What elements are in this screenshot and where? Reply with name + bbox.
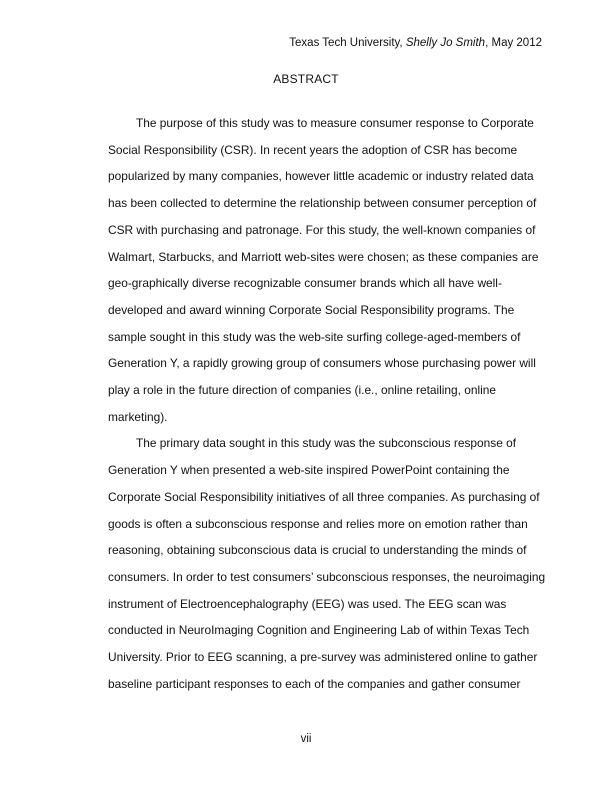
abstract-body <box>108 110 546 697</box>
text-line: consumers. In order to test consumers’ subconscious responses, the neuroimaging <box>108 569 546 584</box>
paragraph-2 <box>108 430 546 697</box>
text-line: Generation Y, a rapidly growing group of consumers whose purchasing power will <box>108 356 536 371</box>
text-line: developed and award winning Corporate Social Responsibility programs. The <box>108 302 515 317</box>
text-line: marketing). <box>108 409 168 424</box>
header-institution: Texas Tech University, <box>289 37 406 49</box>
text-line: University. Prior to EEG scanning, a pre-survey was administered online to gather <box>108 650 538 665</box>
page-number: vii <box>300 733 312 745</box>
text-line: goods is often a subconscious response and relies more on emotion rather than <box>108 516 528 531</box>
text-line: play a role in the future direction of companies (i.e., online retailing, online <box>108 383 496 398</box>
text-line: Generation Y when presented a web-site inspired PowerPoint containing the <box>108 463 510 478</box>
abstract-title: ABSTRACT <box>273 72 339 86</box>
running-header <box>289 36 542 50</box>
text-line: sample sought in this study was the web-site surfing college-aged-members of <box>108 329 521 344</box>
text-line: baseline participant responses to each of the companies and gather consumer <box>108 676 521 691</box>
text-line: has been collected to determine the relationship between consumer perception of <box>108 196 537 211</box>
text-line: instrument of Electroencephalography (EEG) was used. The EEG scan was <box>108 596 507 611</box>
text-line: reasoning, obtaining subconscious data is crucial to understanding the minds of <box>108 543 527 558</box>
text-line: Social Responsibility (CSR). In recent years the adoption of CSR has become <box>108 142 518 157</box>
header-author: Shelly Jo Smith <box>405 37 486 49</box>
text-line: popularized by many companies, however little academic or industry related data <box>108 169 534 184</box>
text-line: Corporate Social Responsibility initiatives of all three companies. As purchasing of <box>108 489 540 504</box>
text-line: CSR with purchasing and patronage. For this study, the well-known companies of <box>108 222 536 237</box>
text-line: The purpose of this study was to measure consumer response to Corporate <box>136 116 534 130</box>
text-line: geo-graphically diverse recognizable consumer brands which all have well- <box>108 276 502 291</box>
paragraph-1 <box>108 110 539 430</box>
header-date: , May 2012 <box>485 37 542 49</box>
text-line: The primary data sought in this study was the subconscious response of <box>136 436 517 451</box>
text-line: Walmart, Starbucks, and Marriott web-sites were chosen; as these companies are <box>108 249 539 264</box>
text-line: conducted in NeuroImaging Cognition and Engineering Lab of within Texas Tech <box>108 623 530 638</box>
